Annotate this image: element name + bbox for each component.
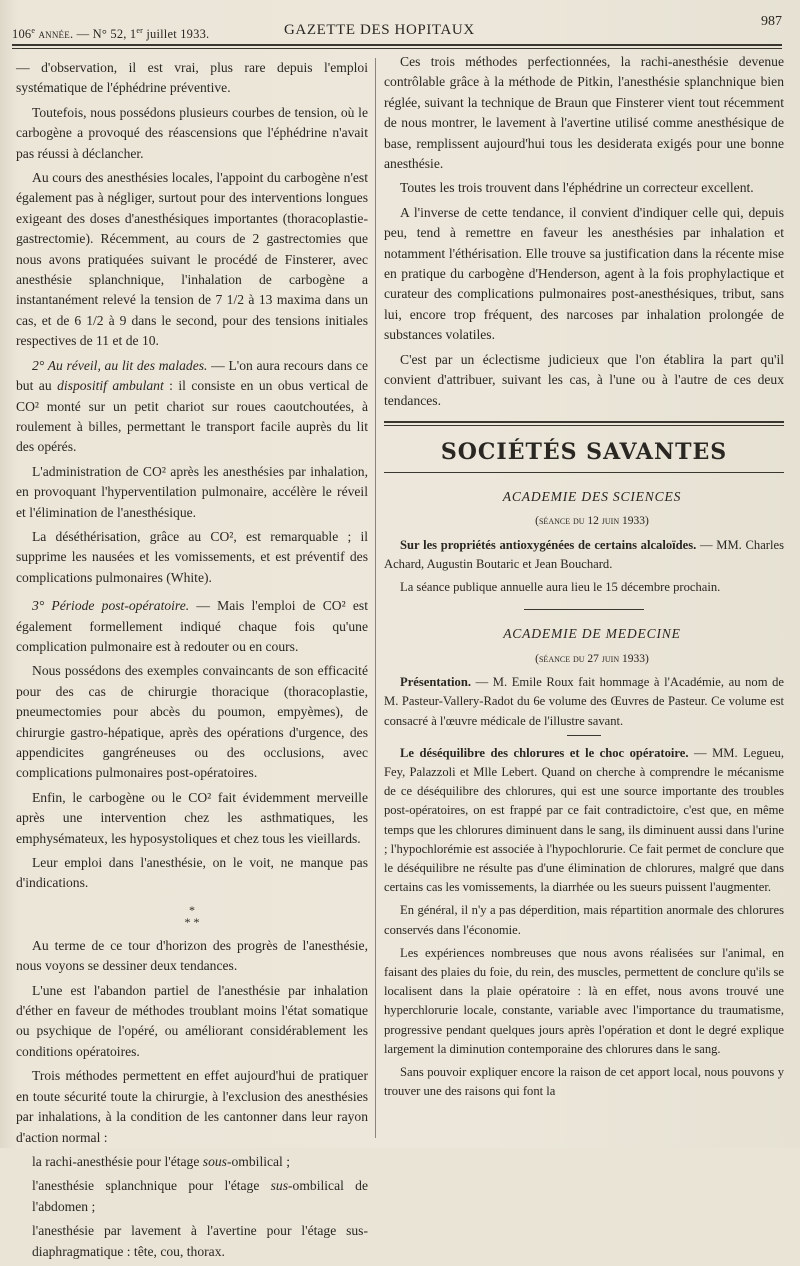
section-title-rule bbox=[384, 472, 784, 473]
section-rule-thin bbox=[384, 425, 784, 426]
paragraph: A l'inverse de cette tendance, il convient d'indiquer celle qui, depuis peu, tend à remettre en faveur les anesthésies par inhalation et notamment l'éthérisation. Elle trouve sa justification dans la récente mise en pratique du carbogène d'Henderson, agent à la fois prophylactique et curateur des complications pulmonaires post-anesthésiques, tribut, sans lui, encore trop fréquent, des narcoses par inhalation prolongée de substances volatiles. bbox=[384, 204, 784, 343]
paragraph: Nous possédons des exemples convaincants de son efficacité pour des cas de chirurgie thoracique (thoracoplastie, pneumectomies pour abcès du poumon, empyèmes), de chirurgie gastro-hépatique, après des opérations d'urgence, des appendicites gangréneuses ou des occlusions, avec complications pulmonaires post-opératoires. bbox=[16, 663, 368, 781]
page-header bbox=[12, 14, 782, 44]
paper-entry: Le déséquilibre des chlorures et le choc opératoire. — MM. Legueu, Fey, Palazzoli et Mlle Lebert. Quand on cherche à comprendre le mécanisme de ce déséquilibre des chlorures, qui est une source importante des troubles post-opératoires, on est frappé par ce fait contradictoire, c'est que, en même temps que les chlorures diminuent dans le sang, ils diminuent aussi dans l'urine ; l'hypochlorémie est associée à l'hypochlorurie. Ce fait permet de conclure que le déséquilibre ne résulte pas d'une élimination de chlorures, malgré que dans certains cas les vomissements, la diarrhée ou les sueurs puissent l'augmenter. bbox=[384, 745, 785, 895]
paragraph: La séance publique annuelle aura lieu le 15 décembre prochain. bbox=[400, 580, 721, 595]
short-rule bbox=[567, 735, 601, 736]
section-title: SOCIÉTÉS SAVANTES bbox=[440, 438, 728, 465]
list-item: l'anesthésie par lavement à l'avertine pour l'étage sus-diaphragmatique : tête, cou, thorax. bbox=[32, 1223, 368, 1259]
paragraph: Trois méthodes permettent en effet aujourd'hui de pratiquer en toute sécurité toute la chirurgie, à l'exclusion des anesthésies par inhalations, à la condition de les cantonner dans leur rayon d'action normal : bbox=[16, 1068, 368, 1145]
paragraph: Leur emploi dans l'anesthésie, on le voit, ne manque pas d'indications. bbox=[16, 855, 368, 891]
paragraph: Enfin, le carbogène ou le CO² fait évidemment merveille après une intervention chez les asthmatiques, les emphysémateux, les hyposystoliques et chez tous les vieillards. bbox=[16, 789, 368, 846]
session-date: (séance du 27 juin 1933) bbox=[535, 652, 649, 665]
academy-heading: ACADEMIE DE MEDECINE bbox=[503, 626, 681, 642]
issue-info: 106e année. — N° 52, 1er juillet 1933. bbox=[12, 26, 210, 42]
paragraph: Au cours des anesthésies locales, l'appoint du carbogène n'est également pas à négliger, surtout pour des interventions longues exigeant des doses d'anesthésiques importantes (thoracoplastie-gastrectomie). Récemment, au cours de 2 gastrectomies que nous avons pratiquées suivant le procédé de Finsterer, avec anesthésie splanchnique, l'inhalation de carbogène a instantanément relevé la tension de 7 1/2 à 13 maxima dans un cas, et de 6 1/2 à 9 dans le second, pour des tensions initiales respectives de 11 et de 10. bbox=[16, 170, 368, 349]
paragraph: C'est par un éclectisme judicieux que l'on établira la part qu'il convient d'attribuer, suivant les cas, à l'une ou à l'autre de ces deux tendances. bbox=[384, 351, 784, 408]
left-column bbox=[16, 58, 368, 1266]
paper-entry: Présentation. — M. Emile Roux fait hommage à l'Académie, au nom de M. Pasteur-Vallery-Radot du 6e volume des Œuvres de Pasteur. Ce volume est consacré à l'œuvre médicale de l'illustre savant. bbox=[384, 675, 784, 728]
short-rule bbox=[524, 609, 644, 610]
session-date: (séance du 12 juin 1933) bbox=[535, 515, 649, 528]
academy-heading: ACADEMIE DES SCIENCES bbox=[502, 488, 682, 504]
header-rule bbox=[12, 44, 782, 46]
paragraph: Sans pouvoir expliquer encore la raison de cet apport local, nous pouvons y trouver une des raisons qui font la bbox=[384, 1065, 784, 1099]
paper-entry: Sur les propriétés antioxygénées de certains alcaloïdes. — MM. Charles Achard, Augustin Boutaric et Jean Bouchard. bbox=[384, 537, 784, 571]
paragraph: 3° Période post-opératoire. — Mais l'emploi de CO² est également formellement indiqué chaque fois qu'une complication pulmonaire est à redouter ou en cours. bbox=[16, 598, 368, 654]
paragraph: Au terme de ce tour d'horizon des progrès de l'anesthésie, nous voyons se dessiner deux tendances. bbox=[16, 937, 368, 974]
paragraph: La déséthérisation, grâce au CO², est remarquable ; il supprime les nausées et les vomissements, et est préventif des complications pulmonaires (White). bbox=[16, 528, 368, 585]
column-divider bbox=[375, 58, 376, 1138]
section-rule bbox=[384, 421, 784, 423]
paragraph: L'une est l'abandon partiel de l'anesthésie par inhalation d'éther en faveur de méthodes troublant moins l'état somatique ou psychique de l'opéré, ou améliorant considérablement les conditions opératoires. bbox=[16, 982, 368, 1059]
paragraph: Les expériences nombreuses que nous avons réalisées sur l'animal, en faisant des plaies du foie, du rein, des muscles, permettent de conclure qu'ils se localisent dans la plaie opératoire : là en effet, nous avons trouvé une hyperchlorurie locale, constante, variable avec l'importance du traumatisme, progressive pendant quelques jours après l'opération et dont le degré explique largement la diminution contemporaine des chlorures dans le sang. bbox=[384, 945, 784, 1056]
journal-title: GAZETTE DES HOPITAUX bbox=[284, 22, 475, 38]
list-item: l'anesthésie splanchnique pour l'étage sus-ombilical de l'abdomen ; bbox=[32, 1178, 368, 1214]
paragraph: Toutes les trois trouvent dans l'éphédrine un correcteur excellent. bbox=[400, 180, 754, 196]
paragraph: En général, il n'y a pas déperdition, mais répartition anormale des chlorures conservés dans l'économie. bbox=[384, 903, 784, 937]
header-rule-thin bbox=[12, 48, 782, 49]
paragraph: 2° Au réveil, au lit des malades. — L'on aura recours dans ce but au dispositif ambulant : il consiste en un obus vertical de CO² monté sur un petit chariot sur roues caoutchoutées, à roulement à billes, permettant le transport facile auprès du lit des opérés. bbox=[16, 357, 369, 455]
page-number: 987 bbox=[761, 14, 782, 29]
paragraph: Toutefois, nous possédons plusieurs courbes de tension, où le carbogène a provoqué des réascensions que l'éphédrine n'avait pas réussi à déclancher. bbox=[16, 104, 368, 161]
right-column bbox=[384, 52, 784, 1105]
list-item: la rachi-anesthésie pour l'étage sous-ombilical ; bbox=[32, 1153, 291, 1169]
paragraph: L'administration de CO² après les anesthésies par inhalation, en provoquant l'hyperventilation pulmonaire, accélère le réveil et l'élimination de l'anesthésique. bbox=[16, 463, 368, 520]
asterism: * * * bbox=[184, 902, 200, 929]
paragraph: — d'observation, il est vrai, plus rare depuis l'emploi systématique de l'éphédrine préventive. bbox=[16, 60, 368, 96]
paragraph: Ces trois méthodes perfectionnées, la rachi-anesthésie devenue contrôlable grâce à la méthode de Pitkin, l'anesthésie splanchnique bien réglée, suivant la technique de Braun que Finsterer vient tout récemment de nous montrer, le lavement à l'avertine utilisé comme anesthésique de base, remplissent aujourd'hui tous les desiderata exigés pour une bonne anesthésie. bbox=[384, 54, 784, 172]
